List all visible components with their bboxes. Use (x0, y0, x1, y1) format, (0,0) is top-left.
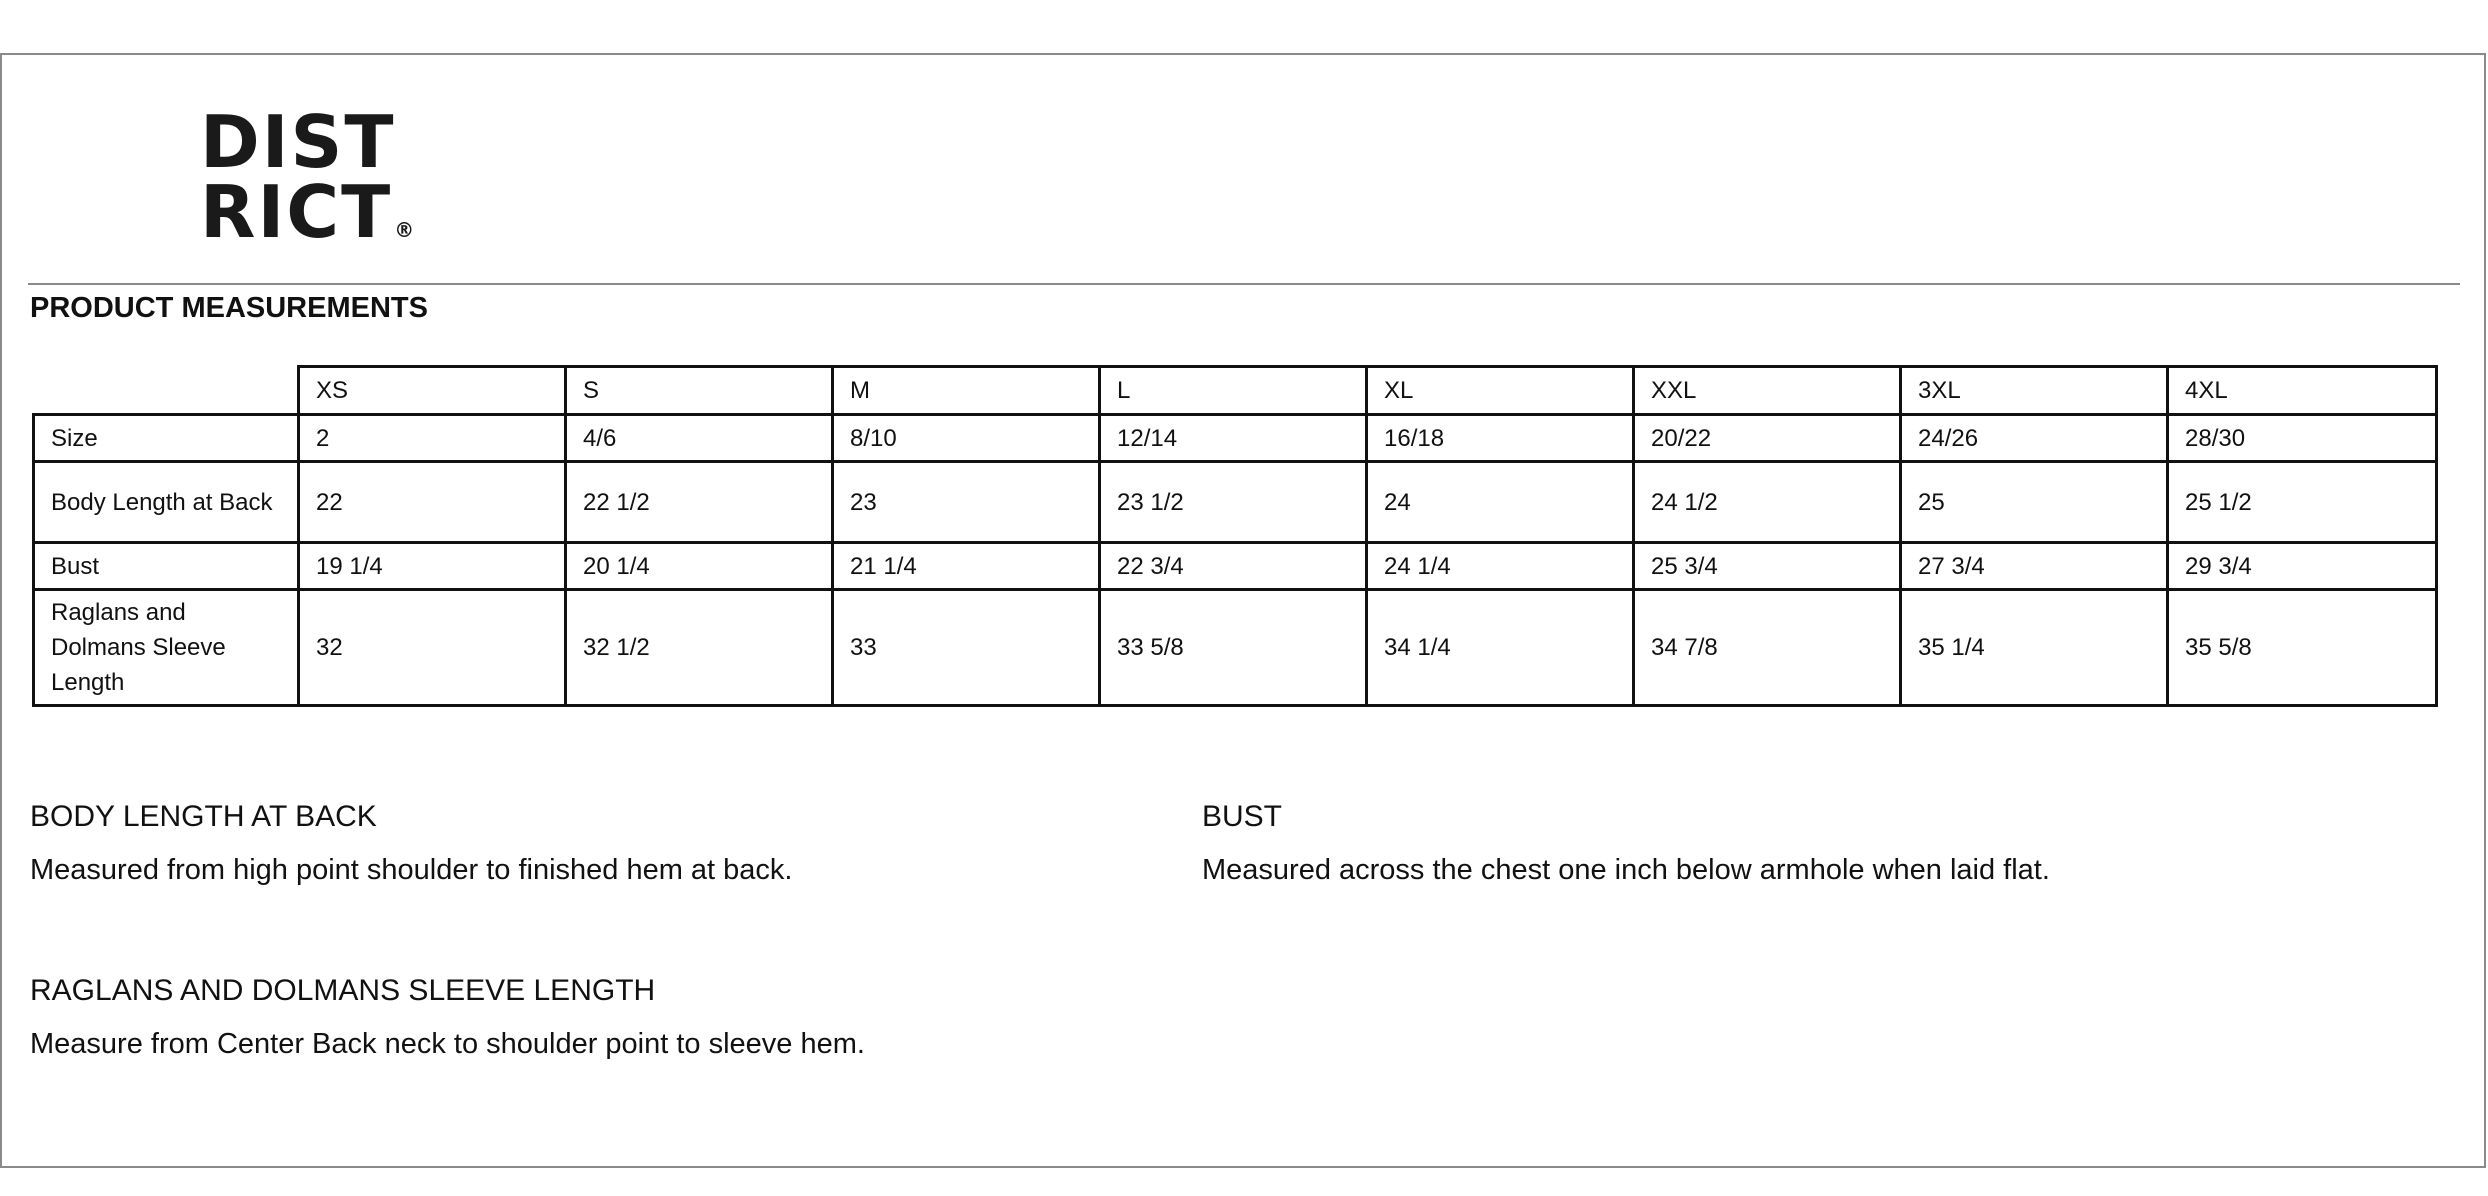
size-header-cell: L (1100, 367, 1367, 415)
header-divider (28, 283, 2460, 285)
table-cell: 29 3/4 (2168, 543, 2437, 590)
table-cell: 25 (1901, 462, 2168, 543)
table-cell: 34 1/4 (1367, 590, 1634, 706)
table-cell: 32 1/2 (566, 590, 833, 706)
table-cell: 24 1/2 (1634, 462, 1901, 543)
sleeve-length-description: Measure from Center Back neck to shoulder point to sleeve hem. (30, 1028, 865, 1060)
row-label-cell: Body Length at Back (34, 462, 299, 543)
table-cell: 24/26 (1901, 415, 2168, 462)
sleeve-length-heading: RAGLANS AND DOLMANS SLEEVE LENGTH (30, 974, 656, 1007)
size-header-cell: XL (1367, 367, 1634, 415)
registered-mark: ® (394, 218, 417, 242)
table-cell: 8/10 (833, 415, 1100, 462)
table-cell: 20/22 (1634, 415, 1901, 462)
bust-description: Measured across the chest one inch below armhole when laid flat. (1202, 854, 2050, 886)
table-cell: 23 1/2 (1100, 462, 1367, 543)
table-cell: 22 (299, 462, 566, 543)
table-header-row (34, 367, 2437, 415)
size-header-cell: M (833, 367, 1100, 415)
table-cell: 23 (833, 462, 1100, 543)
row-label-cell: Raglans and Dolmans Sleeve Length (34, 590, 299, 706)
table-row (34, 543, 2437, 590)
table-cell: 35 5/8 (2168, 590, 2437, 706)
section-title: PRODUCT MEASUREMENTS (30, 292, 428, 324)
table-cell: 4/6 (566, 415, 833, 462)
table-cell: 19 1/4 (299, 543, 566, 590)
table-cell: 28/30 (2168, 415, 2437, 462)
table-cell: 22 1/2 (566, 462, 833, 543)
table-cell: 25 3/4 (1634, 543, 1901, 590)
size-header-cell: S (566, 367, 833, 415)
logo-line-1: DIST (200, 100, 396, 184)
table-cell: 24 1/4 (1367, 543, 1634, 590)
table-cell: 20 1/4 (566, 543, 833, 590)
body-length-heading: BODY LENGTH AT BACK (30, 800, 377, 833)
logo-line-2 (200, 170, 420, 265)
header-blank-cell (34, 367, 299, 415)
table-cell: 16/18 (1367, 415, 1634, 462)
table-cell: 33 (833, 590, 1100, 706)
table-cell: 25 1/2 (2168, 462, 2437, 543)
bust-heading: BUST (1202, 800, 1283, 833)
brand-logo (200, 100, 420, 254)
table-cell: 2 (299, 415, 566, 462)
table-row (34, 462, 2437, 543)
logo-line-2-text: RICT (200, 170, 393, 254)
table-cell: 24 (1367, 462, 1634, 543)
measurements-table (32, 365, 2438, 707)
row-label-cell: Size (34, 415, 299, 462)
table-cell: 21 1/4 (833, 543, 1100, 590)
size-header-cell: 4XL (2168, 367, 2437, 415)
table-cell: 22 3/4 (1100, 543, 1367, 590)
size-header-cell: XXL (1634, 367, 1901, 415)
table-cell: 33 5/8 (1100, 590, 1367, 706)
row-label-cell: Bust (34, 543, 299, 590)
table-cell: 35 1/4 (1901, 590, 2168, 706)
table-cell: 27 3/4 (1901, 543, 2168, 590)
size-header-cell: 3XL (1901, 367, 2168, 415)
table-row (34, 415, 2437, 462)
table-row (34, 590, 2437, 706)
table-cell: 12/14 (1100, 415, 1367, 462)
table-cell: 34 7/8 (1634, 590, 1901, 706)
body-length-description: Measured from high point shoulder to finished hem at back. (30, 854, 793, 886)
size-header-cell: XS (299, 367, 566, 415)
table-cell: 32 (299, 590, 566, 706)
